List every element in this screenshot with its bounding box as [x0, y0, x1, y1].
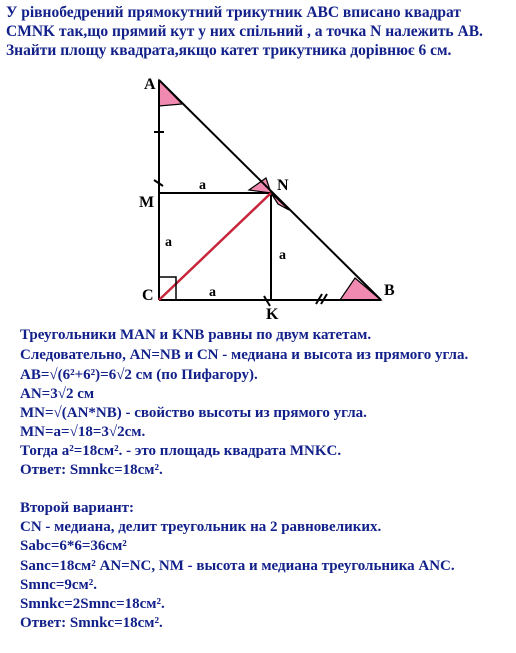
solution-line: MN=√(AN*NB) - свойство высоты из прямого угла. — [20, 405, 367, 421]
variant2-heading: Второй вариант: — [20, 500, 135, 516]
solution-line: Следовательно, AN=NB и CN - медиана и высота из прямого угла. — [20, 347, 469, 363]
variant2-line: Smnc=9cм². — [20, 577, 98, 593]
problem-line-2: CMNK так,що прямий кут у них спільний , а точка N належить AB. — [6, 23, 483, 40]
label-side-ck: a — [209, 285, 216, 300]
label-side-cm: a — [165, 235, 172, 250]
variant2-answer-line: Ответ: Smnkc=18cм². — [20, 615, 163, 631]
problem-line-3: Знайти площу квадрата,якщо катет трикутника дорівнює 6 см. — [6, 42, 452, 59]
label-c: C — [142, 287, 154, 304]
label-side-mn: a — [199, 178, 206, 193]
variant2-line: Sanc=18cм² AN=NC, NM - высота и медиана треугольника ANC. — [20, 558, 455, 574]
label-n: N — [277, 177, 289, 194]
solution-line: MN=a=√18=3√2см. — [20, 424, 146, 440]
angle-mark-b — [340, 278, 381, 300]
variant2-line: CN - медиана, делит треугольник на 2 равновеликих. — [20, 519, 382, 535]
solution-line: Треугольники MAN и KNB равны по двум катетам. — [20, 327, 372, 343]
problem-line-1: У рівнобедрений прямокутний трикутник ABC вписано квадрат — [6, 4, 462, 21]
answer-line: Ответ: Smnkc=18cм². — [20, 462, 163, 478]
label-k: K — [266, 306, 279, 323]
solution-line: AB=√(6²+6²)=6√2 см (по Пифагору). — [20, 367, 258, 383]
variant2-line: Smnkc=2Smnc=18cм². — [20, 596, 165, 612]
label-side-nk: a — [279, 248, 286, 263]
label-b: B — [384, 282, 395, 299]
label-m: M — [139, 194, 155, 211]
label-a: A — [144, 76, 156, 93]
solution-line: AN=3√2 см — [20, 386, 95, 402]
solution-line: Тогда a²=18cм². - это площадь квадрата MNKC. — [20, 443, 342, 459]
variant2-line: Sabc=6*6=36cм² — [20, 538, 127, 554]
